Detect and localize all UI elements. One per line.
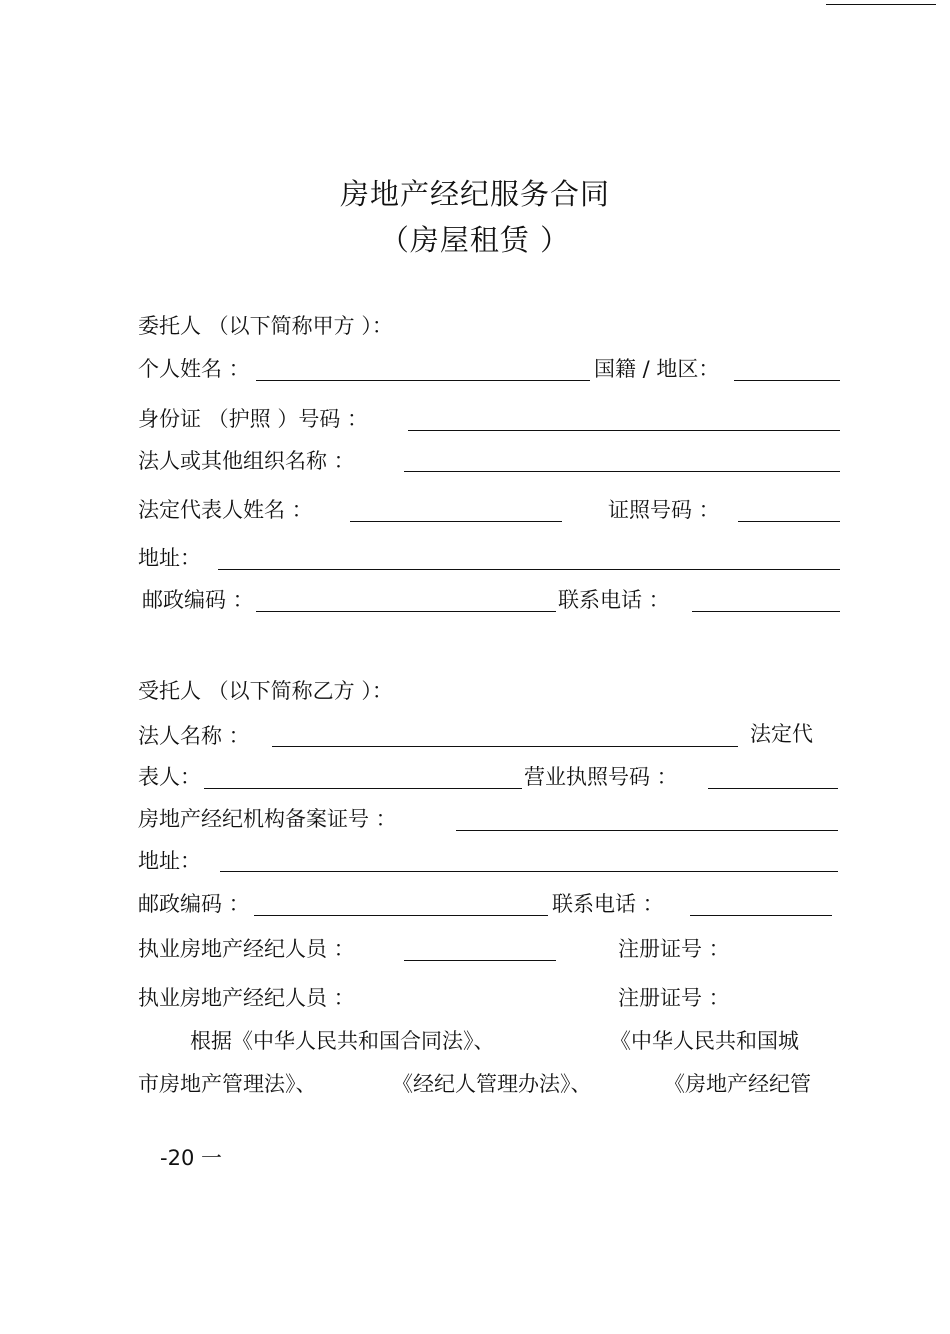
party-b-license-field[interactable]	[708, 788, 838, 789]
party-b-heading: 受托人 （以下简称乙方 ）：	[138, 679, 393, 703]
party-a-id-field[interactable]	[408, 430, 840, 431]
party-a-postcode-label: 邮政编码 ：	[142, 588, 254, 612]
party-b-postcode-field[interactable]	[254, 915, 548, 916]
party-a-rep-field[interactable]	[350, 521, 562, 522]
party-b-postcode-label: 邮政编码 ：	[138, 892, 250, 916]
body-line2-a: 市房地产管理法》、	[138, 1072, 317, 1096]
party-b-license-label: 营业执照号码 ：	[524, 765, 678, 789]
party-a-cert-field[interactable]	[738, 521, 840, 522]
party-a-nationality-label: 国籍 / 地区：	[594, 357, 720, 381]
party-b-agent1-field[interactable]	[404, 960, 556, 961]
header-rule	[826, 4, 936, 5]
body-line2-b: 《经纪人管理办法》、	[392, 1072, 592, 1096]
page-number: -20 一	[160, 1146, 222, 1170]
party-b-filing-field[interactable]	[456, 830, 838, 831]
document-subtitle: （房屋租赁 ）	[379, 223, 571, 257]
party-a-org-label: 法人或其他组织名称 ：	[138, 449, 355, 473]
party-a-name-field[interactable]	[256, 380, 590, 381]
party-b-rep-field[interactable]	[204, 788, 522, 789]
party-a-name-label: 个人姓名 ：	[138, 357, 250, 381]
party-a-phone-label: 联系电话 ：	[558, 588, 670, 612]
party-b-filing-label: 房地产经纪机构备案证号 ：	[138, 807, 397, 831]
party-b-reg1-label: 注册证号 ：	[618, 937, 730, 961]
party-a-id-label: 身份证 （护照 ）号码 ：	[138, 407, 369, 431]
party-b-phone-label: 联系电话 ：	[552, 892, 664, 916]
body-line1-a: 根据《中华人民共和国合同法》、	[190, 1029, 495, 1053]
body-line2-c: 《房地产经纪管	[664, 1072, 811, 1096]
document-title: 房地产经纪服务合同	[339, 177, 610, 211]
party-a-rep-label: 法定代表人姓名 ：	[138, 498, 313, 522]
party-a-cert-label: 证照号码 ：	[608, 498, 720, 522]
party-b-address-field[interactable]	[220, 871, 838, 872]
party-b-address-label: 地址：	[138, 849, 201, 873]
party-b-rep-label-b: 表人：	[138, 765, 201, 789]
party-b-phone-field[interactable]	[690, 915, 832, 916]
party-a-nationality-field[interactable]	[734, 380, 840, 381]
party-a-heading: 委托人 （以下简称甲方 ）：	[138, 314, 393, 338]
party-b-rep-label-a: 法定代	[750, 722, 813, 746]
party-b-reg2-label: 注册证号 ：	[618, 986, 730, 1010]
party-b-agent1-label: 执业房地产经纪人员 ：	[138, 937, 355, 961]
party-b-name-field[interactable]	[272, 746, 738, 747]
party-a-org-field[interactable]	[404, 471, 840, 472]
party-a-phone-field[interactable]	[692, 611, 840, 612]
party-a-address-label: 地址：	[138, 546, 201, 570]
party-b-name-label: 法人名称 ：	[138, 724, 250, 748]
body-line1-b: 《中华人民共和国城	[610, 1029, 799, 1053]
party-a-postcode-field[interactable]	[256, 611, 556, 612]
party-b-agent2-label: 执业房地产经纪人员 ：	[138, 986, 355, 1010]
party-a-address-field[interactable]	[218, 569, 840, 570]
